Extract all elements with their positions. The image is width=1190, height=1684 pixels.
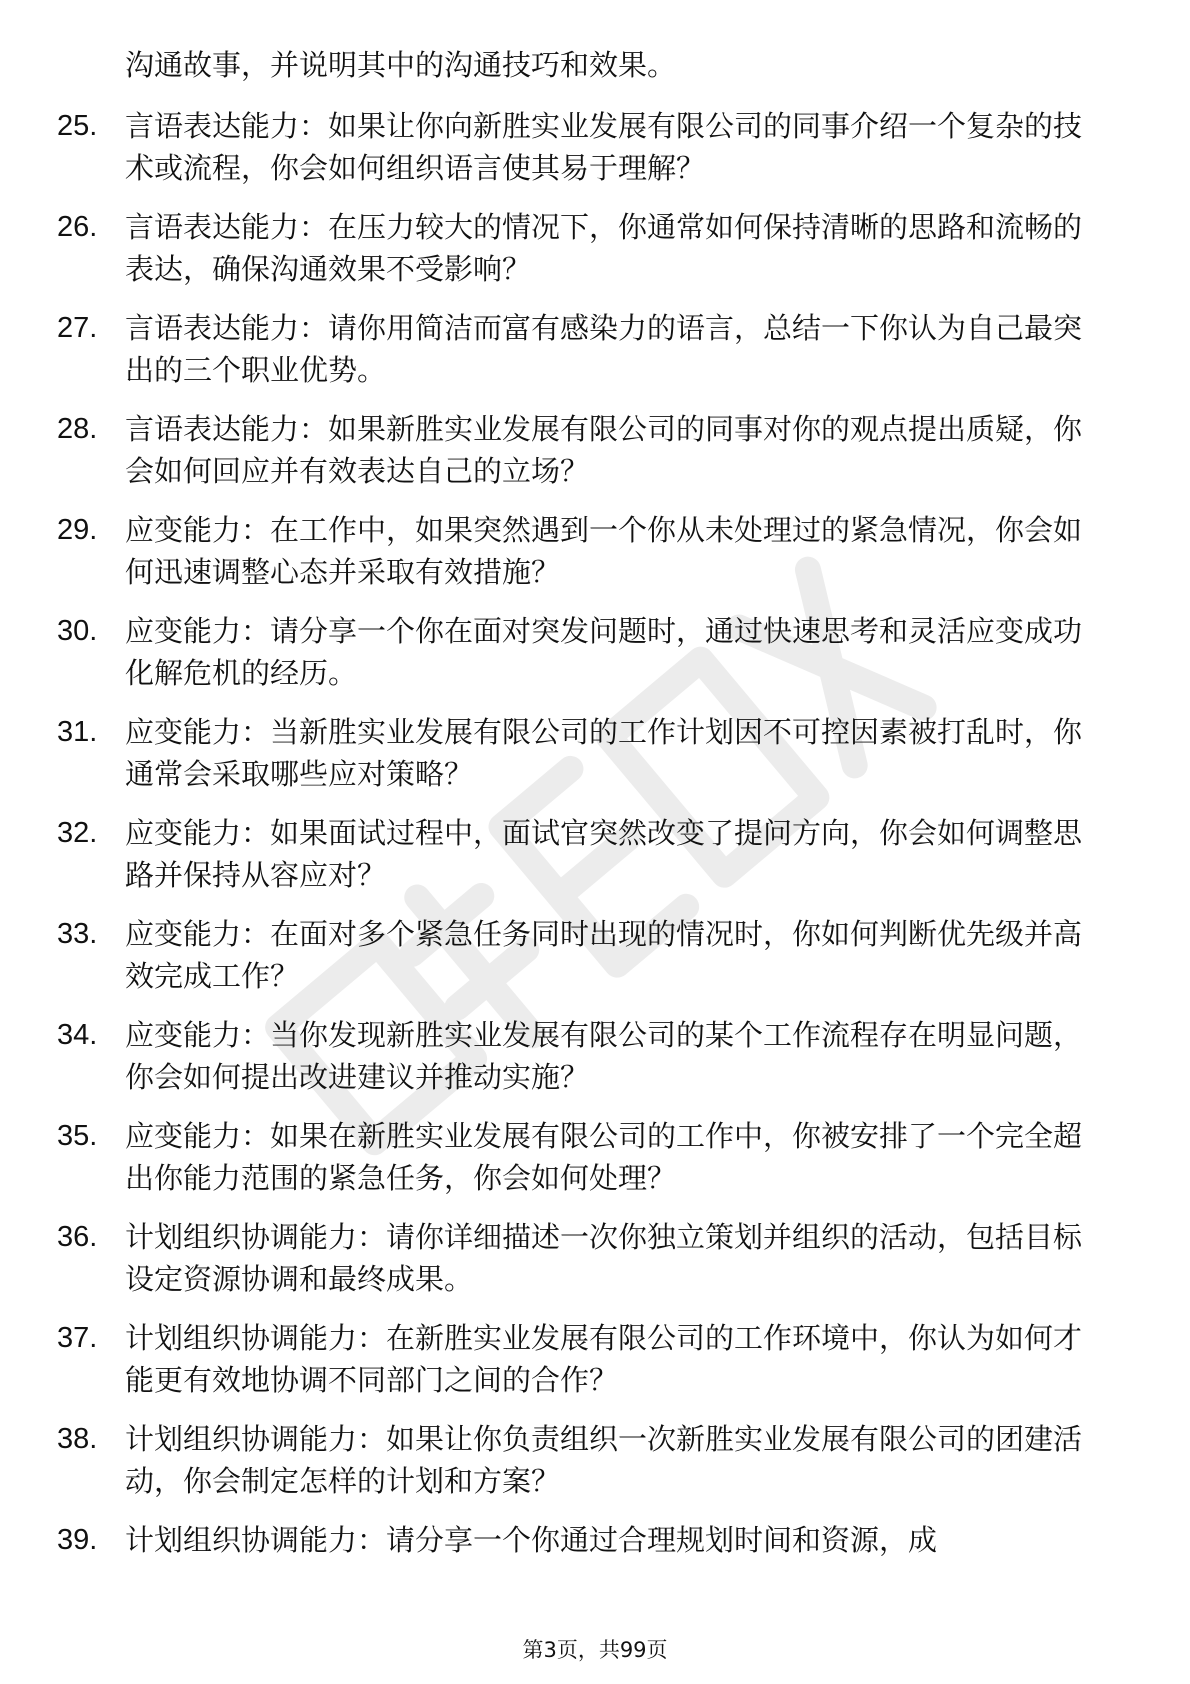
continuation-text: 沟通故事，并说明其中的沟通技巧和效果。	[125, 48, 677, 82]
list-item	[57, 913, 1107, 997]
item-text: 计划组织协调能力：请分享一个你通过合理规划时间和资源，成	[125, 1523, 938, 1557]
item-text: 应变能力：请分享一个你在面对突发问题时，通过快速思考和灵活应变成功化解危机的经历。	[125, 614, 1083, 690]
list-item	[57, 1014, 1107, 1098]
item-text: 应变能力：在工作中，如果突然遇到一个你从未处理过的紧急情况，你会如何迅速调整心态并采取有效措施？	[125, 513, 1083, 589]
item-number: 39.	[57, 1524, 98, 1556]
item-text: 言语表达能力：在压力较大的情况下，你通常如何保持清晰的思路和流畅的表达，确保沟通效果不受影响？	[125, 210, 1083, 286]
item-text: 计划组织协调能力：如果让你负责组织一次新胜实业发展有限公司的团建活动，你会制定怎样的计划和方案？	[125, 1422, 1083, 1498]
item-text: 计划组织协调能力：在新胜实业发展有限公司的工作环境中，你认为如何才能更有效地协调不同部门之间的合作？	[125, 1321, 1083, 1397]
item-number: 29.	[57, 514, 98, 546]
item-text: 言语表达能力：请你用简洁而富有感染力的语言，总结一下你认为自己最突出的三个职业优势。	[125, 311, 1083, 387]
item-number: 30.	[57, 615, 98, 647]
list-item	[57, 1216, 1107, 1300]
list-item	[57, 1519, 1107, 1561]
list-item	[57, 610, 1107, 694]
item-number: 26.	[57, 211, 98, 243]
list-item	[57, 206, 1107, 290]
item-text: 应变能力：在面对多个紧急任务同时出现的情况时，你如何判断优先级并高效完成工作？	[125, 917, 1083, 993]
item-number: 38.	[57, 1423, 98, 1455]
item-number: 37.	[57, 1322, 98, 1354]
list-item	[57, 509, 1107, 593]
item-text: 应变能力：当你发现新胜实业发展有限公司的某个工作流程存在明显问题，你会如何提出改进建议并推动实施？	[125, 1018, 1083, 1094]
list-item	[57, 711, 1107, 795]
question-list	[57, 44, 1107, 1578]
list-item	[57, 1418, 1107, 1502]
item-number: 28.	[57, 413, 98, 445]
item-number: 25.	[57, 110, 98, 142]
list-item	[57, 307, 1107, 391]
item-number: 33.	[57, 918, 98, 950]
item-text: 应变能力：如果在新胜实业发展有限公司的工作中，你被安排了一个完全超出你能力范围的紧急任务，你会如何处理？	[125, 1119, 1083, 1195]
item-text: 应变能力：当新胜实业发展有限公司的工作计划因不可控因素被打乱时，你通常会采取哪些应对策略？	[125, 715, 1083, 791]
list-item	[57, 1317, 1107, 1401]
item-number: 32.	[57, 817, 98, 849]
list-item	[57, 812, 1107, 896]
item-text: 言语表达能力：如果让你向新胜实业发展有限公司的同事介绍一个复杂的技术或流程，你会如何组织语言使其易于理解？	[125, 109, 1083, 185]
page-footer: 第3页，共99页	[522, 1638, 668, 1662]
list-item	[57, 408, 1107, 492]
list-item	[57, 1115, 1107, 1199]
item-number: 27.	[57, 312, 98, 344]
item-number: 36.	[57, 1221, 98, 1253]
item-text: 应变能力：如果面试过程中，面试官突然改变了提问方向，你会如何调整思路并保持从容应对？	[125, 816, 1083, 892]
item-number: 34.	[57, 1019, 98, 1051]
item-number: 31.	[57, 716, 98, 748]
item-number: 35.	[57, 1120, 98, 1152]
item-text: 计划组织协调能力：请你详细描述一次你独立策划并组织的活动，包括目标设定资源协调和最终成果。	[125, 1220, 1083, 1296]
list-item	[57, 105, 1107, 189]
item-text: 言语表达能力：如果新胜实业发展有限公司的同事对你的观点提出质疑，你会如何回应并有效表达自己的立场？	[125, 412, 1083, 488]
